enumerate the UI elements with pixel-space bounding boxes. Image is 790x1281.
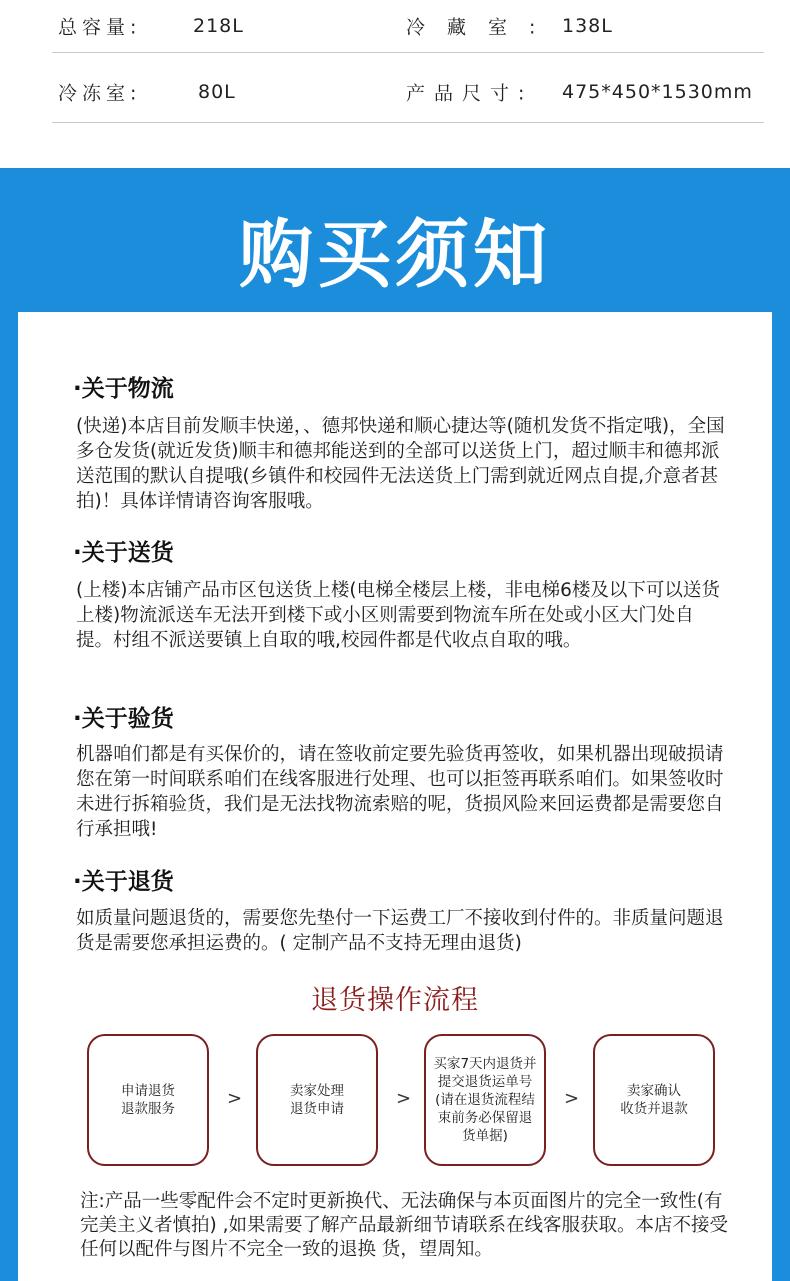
spec-label-freezer: 冷冻室:	[58, 82, 142, 105]
section-title-inspection: ·关于验货	[73, 706, 174, 732]
section-title-delivery: ·关于送货	[73, 540, 174, 566]
flow-arrow: >	[396, 1088, 412, 1109]
section-body-returns: 如质量问题退货的，需要您先垫付一下运费工厂不接收到付件的。非质量问题退货是需要您承担运费的。( 定制产品不支持无理由退货)	[76, 908, 724, 954]
spec-row	[52, 0, 764, 53]
spec-value-fridge: 138L	[562, 15, 613, 37]
flow-step-seller-confirm: 卖家确认 收货并退款	[593, 1034, 715, 1166]
section-title-returns: ·关于退货	[73, 869, 174, 895]
page-title: 购买须知	[239, 212, 551, 298]
spec-value-dimensions: 475*450*1530mm	[562, 81, 753, 103]
flow-step-buyer-return: 买家7天内退货并提交退货运单号(请在退货流程结束前务必保留退货单据)	[424, 1034, 546, 1166]
spec-row	[52, 62, 764, 123]
spec-label-fridge: 冷藏室:	[406, 16, 558, 39]
flow-arrow: >	[227, 1088, 243, 1109]
section-body-delivery: (上楼)本店铺产品市区包送货上楼(电梯全楼层上楼，非电梯6楼及以下可以送货上楼)物流派送车无法开到楼下或小区则需要到物流车所在处或小区大门处自提。村组不派送要镇上自取的哦,校园件都是代收点自取的哦。	[76, 580, 720, 651]
flow-arrow: >	[564, 1088, 580, 1109]
disclaimer-note: 注:产品一些零配件会不定时更新换代、无法确保与本页面图片的完全一致性(有 完美主义者慎拍) ,如果需要了解产品最新细节请联系在线客服获取。本店不接受任何以配件与图片不完全一致的退换 货，望周知。	[80, 1191, 728, 1260]
spec-table	[0, 0, 790, 168]
flow-step-seller-process: 卖家处理 退货申请	[256, 1034, 378, 1166]
section-body-logistics: (快递)本店目前发顺丰快递，、德邦快递和顺心捷达等(随机发货不指定哦)，全国多仓发货(就近发货)顺丰和德邦能送到的全部可以送货上门，超过顺丰和德邦派送范围的默认自提哦(乡镇件和校园件无法送货上门需到就近网点自提,介意者甚拍)！具体详情请咨询客服哦。	[76, 416, 725, 512]
section-body-inspection: 机器咱们都是有买保价的，请在签收前定要先验货再签收，如果机器出现破损请您在第一时间联系咱们在线客服进行处理、也可以拒签再联系咱们。如果签收时未进行拆箱验货，我们是无法找物流索赔的呢，货损风险来回运费都是需要您自行承担哦!	[76, 744, 724, 840]
flow-step-apply: 申请退货 退款服务	[87, 1034, 209, 1166]
spec-value-total-capacity: 218L	[193, 15, 244, 37]
spec-label-total-capacity: 总容量:	[58, 16, 142, 39]
section-title-logistics: ·关于物流	[73, 376, 174, 402]
spec-value-freezer: 80L	[198, 81, 236, 103]
spec-label-dimensions: 产品尺寸:	[406, 82, 534, 105]
return-flow-title: 退货操作流程	[311, 985, 479, 1016]
